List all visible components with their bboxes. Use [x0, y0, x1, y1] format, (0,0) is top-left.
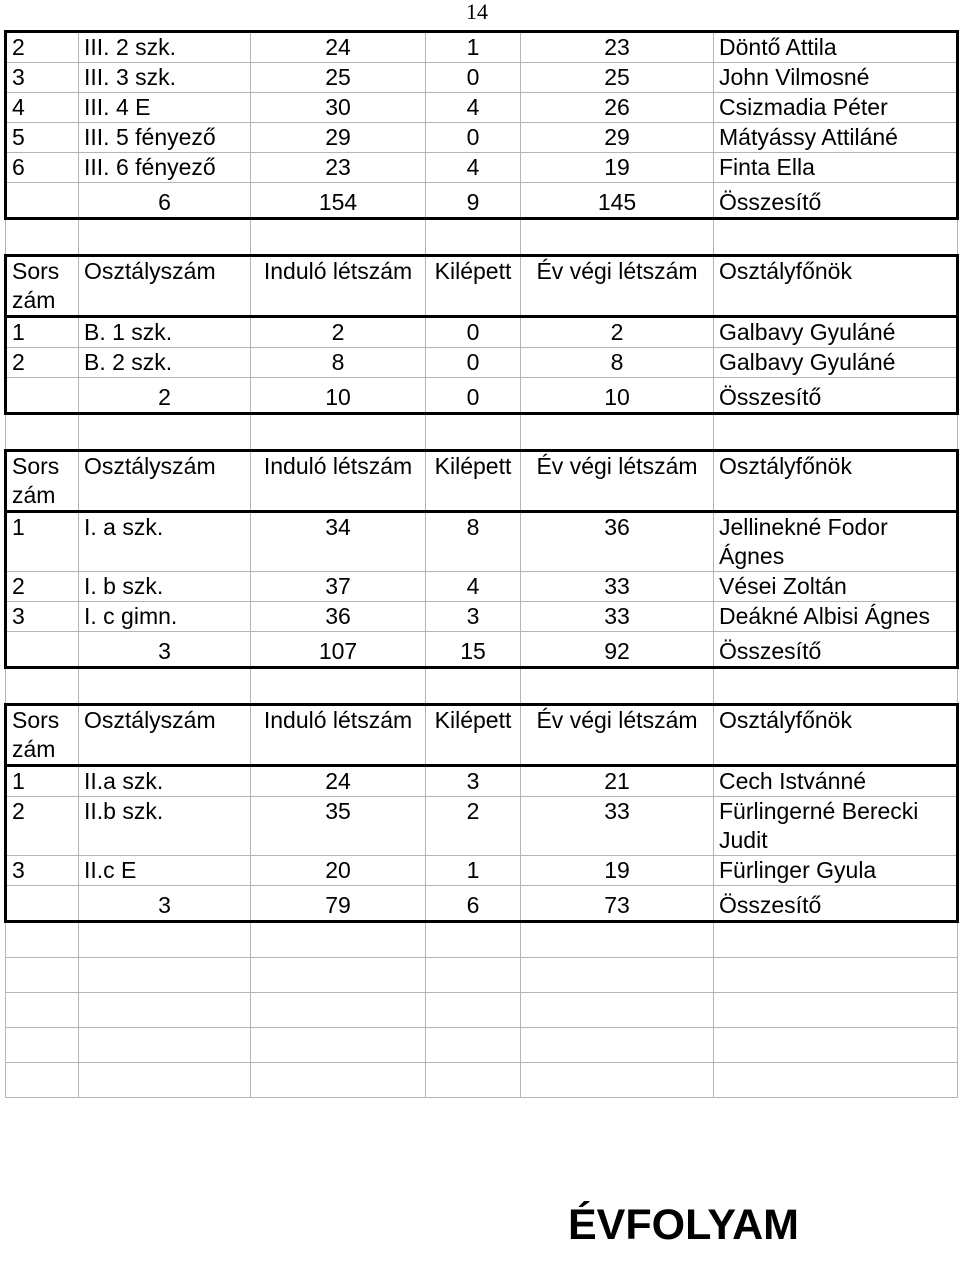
- end-count-cell: 29: [521, 123, 714, 153]
- class-cell: B. 2 szk.: [79, 348, 251, 378]
- header-row: [6, 256, 958, 317]
- evfolyam-title: ÉVFOLYAM: [568, 1201, 799, 1249]
- class-count-cell: 3: [79, 632, 251, 668]
- left-count-cell: 0: [426, 123, 521, 153]
- left-total-cell: 15: [426, 632, 521, 668]
- teacher-cell: Deákné Albisi Ágnes: [714, 602, 958, 632]
- teacher-cell: Mátyássy Attiláné: [714, 123, 958, 153]
- start-count-cell: 24: [251, 766, 426, 797]
- class-count-cell: 3: [79, 886, 251, 922]
- teacher-cell: Fürlingerné Berecki Judit: [714, 797, 958, 856]
- table-row: [6, 93, 958, 123]
- summary-row: [6, 886, 958, 922]
- header-osztalyszam: Osztályszám: [79, 256, 251, 317]
- sorszam-cell: 3: [6, 856, 79, 886]
- start-count-cell: 34: [251, 512, 426, 572]
- sorszam-cell: 2: [6, 572, 79, 602]
- table-row: [6, 32, 958, 63]
- summary-label: Összesítő: [714, 886, 958, 922]
- teacher-cell: Vései Zoltán: [714, 572, 958, 602]
- start-total-cell: 107: [251, 632, 426, 668]
- class-cell: III. 4 E: [79, 93, 251, 123]
- table-row: [6, 348, 958, 378]
- class-cell: B. 1 szk.: [79, 317, 251, 348]
- sorszam-cell: 4: [6, 93, 79, 123]
- header-indulo: Induló létszám: [251, 705, 426, 766]
- left-count-cell: 3: [426, 602, 521, 632]
- blank-row: [6, 668, 958, 705]
- summary-label: Összesítő: [714, 632, 958, 668]
- start-count-cell: 2: [251, 317, 426, 348]
- empty-cell: [6, 632, 79, 668]
- end-count-cell: 8: [521, 348, 714, 378]
- teacher-cell: Cech Istvánné: [714, 766, 958, 797]
- end-count-cell: 36: [521, 512, 714, 572]
- header-evvegi: Év végi létszám: [521, 705, 714, 766]
- header-sorszam: Sors zám: [6, 256, 79, 317]
- left-total-cell: 9: [426, 183, 521, 219]
- blank-row: [6, 414, 958, 451]
- header-row: [6, 451, 958, 512]
- sorszam-cell: 3: [6, 602, 79, 632]
- header-osztalyfonok: Osztályfőnök: [714, 256, 958, 317]
- header-kilepett: Kilépett: [426, 256, 521, 317]
- table-row: [6, 797, 958, 856]
- class-count-cell: 2: [79, 378, 251, 414]
- end-count-cell: 33: [521, 602, 714, 632]
- blank-row: [6, 1063, 958, 1098]
- blank-row: [6, 958, 958, 993]
- class-cell: II.b szk.: [79, 797, 251, 856]
- empty-cell: [6, 378, 79, 414]
- end-count-cell: 23: [521, 32, 714, 63]
- class-cell: I. c gimn.: [79, 602, 251, 632]
- start-count-cell: 24: [251, 32, 426, 63]
- end-count-cell: 26: [521, 93, 714, 123]
- start-total-cell: 79: [251, 886, 426, 922]
- teacher-cell: Csizmadia Péter: [714, 93, 958, 123]
- start-count-cell: 37: [251, 572, 426, 602]
- class-cell: III. 3 szk.: [79, 63, 251, 93]
- teacher-cell: Galbavy Gyuláné: [714, 348, 958, 378]
- empty-cell: [6, 886, 79, 922]
- table-row: [6, 317, 958, 348]
- end-total-cell: 145: [521, 183, 714, 219]
- left-count-cell: 1: [426, 856, 521, 886]
- teacher-cell: Galbavy Gyuláné: [714, 317, 958, 348]
- start-count-cell: 8: [251, 348, 426, 378]
- end-count-cell: 25: [521, 63, 714, 93]
- left-count-cell: 2: [426, 797, 521, 856]
- left-total-cell: 6: [426, 886, 521, 922]
- table-row: [6, 63, 958, 93]
- end-count-cell: 33: [521, 797, 714, 856]
- sorszam-cell: 1: [6, 766, 79, 797]
- left-count-cell: 0: [426, 317, 521, 348]
- header-osztalyszam: Osztályszám: [79, 705, 251, 766]
- teacher-cell: Döntő Attila: [714, 32, 958, 63]
- start-count-cell: 25: [251, 63, 426, 93]
- class-count-cell: 6: [79, 183, 251, 219]
- start-count-cell: 29: [251, 123, 426, 153]
- header-sorszam: Sors zám: [6, 451, 79, 512]
- end-count-cell: 19: [521, 856, 714, 886]
- header-evvegi: Év végi létszám: [521, 256, 714, 317]
- summary-row: [6, 183, 958, 219]
- start-total-cell: 154: [251, 183, 426, 219]
- sorszam-cell: 1: [6, 512, 79, 572]
- header-indulo: Induló létszám: [251, 256, 426, 317]
- header-sorszam: Sors zám: [6, 705, 79, 766]
- sorszam-cell: 3: [6, 63, 79, 93]
- blank-row: [6, 922, 958, 958]
- start-count-cell: 20: [251, 856, 426, 886]
- teacher-cell: John Vilmosné: [714, 63, 958, 93]
- class-cell: II.a szk.: [79, 766, 251, 797]
- header-osztalyfonok: Osztályfőnök: [714, 705, 958, 766]
- left-count-cell: 4: [426, 572, 521, 602]
- class-cell: II.c E: [79, 856, 251, 886]
- class-cell: III. 2 szk.: [79, 32, 251, 63]
- header-kilepett: Kilépett: [426, 705, 521, 766]
- empty-cell: [6, 183, 79, 219]
- end-total-cell: 10: [521, 378, 714, 414]
- teacher-cell: Fürlinger Gyula: [714, 856, 958, 886]
- header-evvegi: Év végi létszám: [521, 451, 714, 512]
- summary-row: [6, 378, 958, 414]
- end-count-cell: 21: [521, 766, 714, 797]
- sorszam-cell: 5: [6, 123, 79, 153]
- teacher-cell: Jellinekné Fodor Ágnes: [714, 512, 958, 572]
- class-cell: I. b szk.: [79, 572, 251, 602]
- sorszam-cell: 1: [6, 317, 79, 348]
- blank-row: [6, 1028, 958, 1063]
- left-total-cell: 0: [426, 378, 521, 414]
- table-row: [6, 153, 958, 183]
- left-count-cell: 8: [426, 512, 521, 572]
- summary-label: Összesítő: [714, 183, 958, 219]
- left-count-cell: 3: [426, 766, 521, 797]
- start-total-cell: 10: [251, 378, 426, 414]
- table-row: [6, 766, 958, 797]
- left-count-cell: 0: [426, 63, 521, 93]
- table-row: [6, 123, 958, 153]
- table-row: [6, 572, 958, 602]
- sorszam-cell: 2: [6, 348, 79, 378]
- summary-row: [6, 632, 958, 668]
- table-row: [6, 856, 958, 886]
- start-count-cell: 36: [251, 602, 426, 632]
- end-total-cell: 73: [521, 886, 714, 922]
- blank-row: [6, 993, 958, 1028]
- header-indulo: Induló létszám: [251, 451, 426, 512]
- end-count-cell: 2: [521, 317, 714, 348]
- table-row: [6, 602, 958, 632]
- header-row: [6, 705, 958, 766]
- class-cell: I. a szk.: [79, 512, 251, 572]
- sorszam-cell: 2: [6, 797, 79, 856]
- end-count-cell: 33: [521, 572, 714, 602]
- left-count-cell: 4: [426, 153, 521, 183]
- class-cell: III. 6 fényező: [79, 153, 251, 183]
- left-count-cell: 4: [426, 93, 521, 123]
- table-row: [6, 512, 958, 572]
- left-count-cell: 0: [426, 348, 521, 378]
- page-number: 14: [466, 0, 488, 24]
- sorszam-cell: 6: [6, 153, 79, 183]
- start-count-cell: 30: [251, 93, 426, 123]
- blank-row: [6, 219, 958, 256]
- class-cell: III. 5 fényező: [79, 123, 251, 153]
- start-count-cell: 23: [251, 153, 426, 183]
- class-statistics-table: [4, 30, 959, 1098]
- header-kilepett: Kilépett: [426, 451, 521, 512]
- teacher-cell: Finta Ella: [714, 153, 958, 183]
- header-osztalyszam: Osztályszám: [79, 451, 251, 512]
- left-count-cell: 1: [426, 32, 521, 63]
- end-count-cell: 19: [521, 153, 714, 183]
- header-osztalyfonok: Osztályfőnök: [714, 451, 958, 512]
- end-total-cell: 92: [521, 632, 714, 668]
- start-count-cell: 35: [251, 797, 426, 856]
- summary-label: Összesítő: [714, 378, 958, 414]
- sorszam-cell: 2: [6, 32, 79, 63]
